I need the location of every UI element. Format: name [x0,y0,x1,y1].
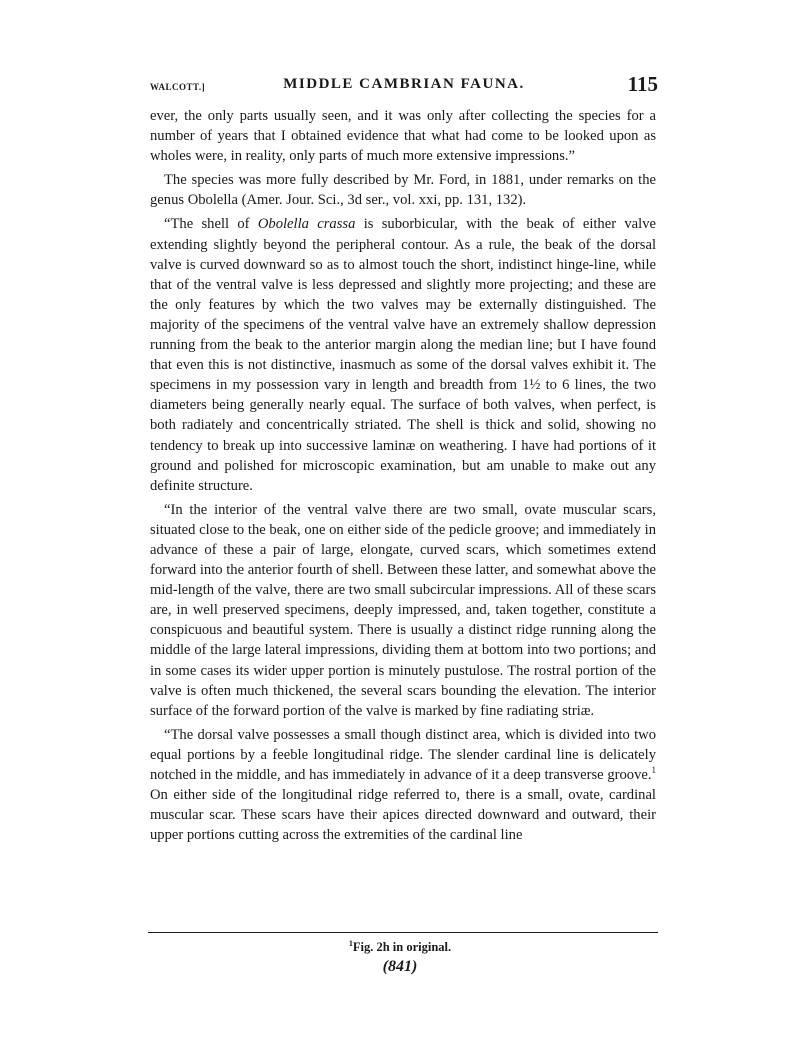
paragraph-ventral-interior: “In the interior of the ventral valve there are two small, ovate muscular scars, situated close to the beak, one on either side of the pedicle groove; and immediately in advance of these a pair of large, elongate, curved scars, which sometimes extend forward into the anterior fourth of shell. Between these latter, and somewhat above the mid-length of the valve, there are two small subcircular impressions. All of these scars are, in well preserved specimens, deeply impressed, and, taken together, constitute a conspicuous and beautiful system. There is usually a distinct ridge running along the middle of the large lateral impressions, dividing them at bottom into two portions; and in some cases its wider upper portion is minutely pustulose. The rostral portion of the valve is often much thickened, the several scars bounding the elevation. The interior surface of the forward portion of the valve is marked by fine radiating striæ. [150,501,656,719]
running-head-author: WALCOTT.] [150,82,206,92]
footnote-reference: 1 [651,765,656,776]
species-name: Obolella crassa [257,216,356,233]
paragraph-text: On either side of the longitudinal ridge referred to, there is a small, ovate, cardinal muscular scar. These scars have their apices directed downward and outward, their upper portions cutting across the extremities of the cardinal line [150,787,656,844]
paragraph-text: is suborbicular, with the beak of either valve extending slightly beyond the peripheral contour. As a rule, the beak of the dorsal valve is curved downward so as to almost touch the short, indistinct hinge-line, while that of the ventral valve is less depressed and slightly more projecting; and these are the only features by which the two valves may be externally distinguished. The majority of the specimens of the ventral valve have an extremely shallow depression running from the beak to the anterior margin along the median line; but I have found that even this is not distinctive, inasmuch as some of the dorsal valves exhibit it. The specimens in my possession vary in length and breadth from 1½ to 6 lines, the two diameters being generally nearly equal. The surface of both valves, when perfect, is both radiately and concentrically striated. The shell is thick and solid, showing no tendency to break up into successive laminæ on weathering. I have had portions of it ground and polished for microscopic examination, but am unable to make out any definite structure. [150,216,656,494]
page-number: 115 [627,72,658,96]
paragraph-dorsal-valve [150,725,656,846]
footnote-mark: 1 [348,938,353,948]
running-title: MIDDLE CAMBRIAN FAUNA. [283,76,525,92]
footnote [0,940,800,955]
printer-signature: (841) [382,958,418,975]
footnote-text: Fig. 2h in original. [352,940,452,954]
body-text [150,106,656,845]
paragraph-ford-reference: The species was more fully described by Mr. Ford, in 1881, under remarks on the genus Obolella (Amer. Jour. Sci., 3d ser., vol. xxi, pp. 131, 132). [150,172,656,209]
paragraph-text: “The shell of [164,216,258,233]
paragraph-shell-description [150,214,656,495]
page-header [150,70,658,100]
footnote-divider [148,932,658,933]
paragraph-text: “The dorsal valve possesses a small though distinct area, which is divided into two equal portions by a feeble longitudinal ridge. The slender cardinal line is delicately notched in the middle, and has immediately in advance of it a deep transverse groove. [150,726,656,783]
paragraph-continuation: ever, the only parts usually seen, and it was only after collecting the species for a number of years that I obtained evidence that what had come to be looked upon as wholes were, in reality, only parts of much more extensive impressions.” [150,108,656,165]
